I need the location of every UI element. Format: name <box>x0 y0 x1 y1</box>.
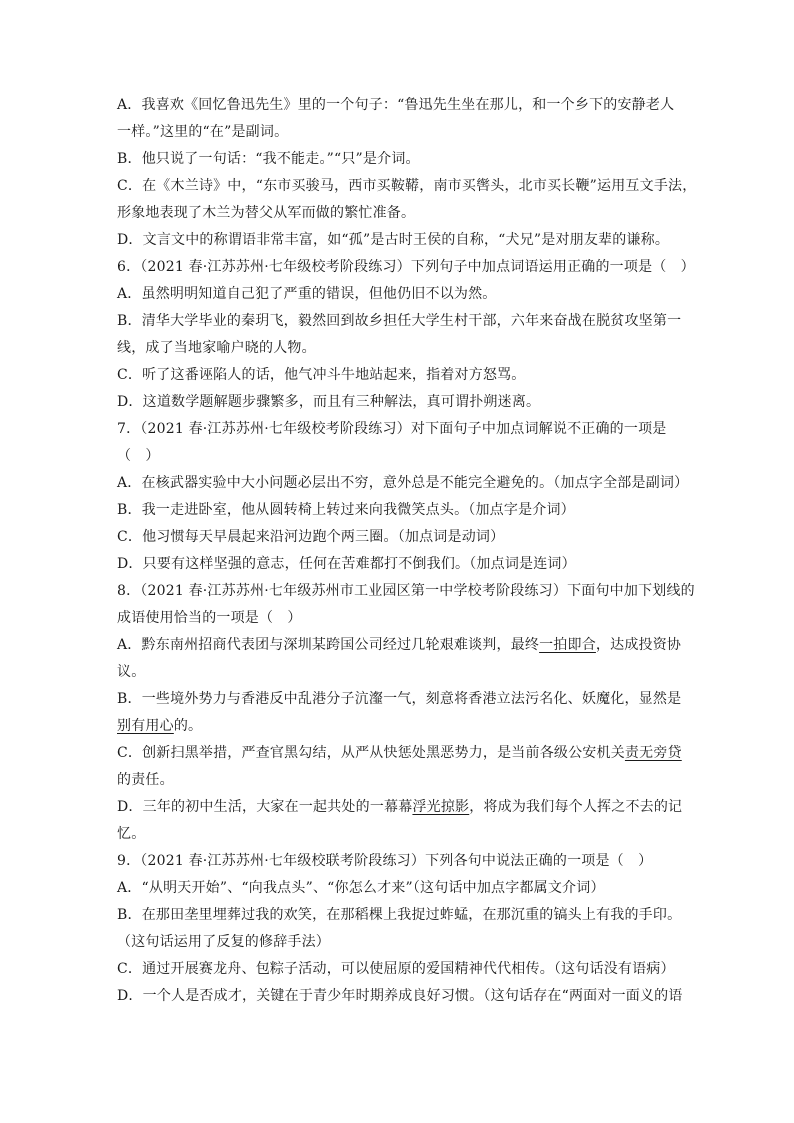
text-line: A．我喜欢《回忆鲁迅先生》里的一个句子：“鲁迅先生坐在那儿，和一个乡下的安静老人 <box>117 97 675 113</box>
text-line: 成语使用恰当的一项是（ ） <box>117 610 302 626</box>
option-8c-line <box>117 740 682 767</box>
text-line: （ ） <box>117 448 160 464</box>
option-8d-post: ，将成为我们每个人挥之不去的记 <box>469 799 683 815</box>
option-8b-post: 的。 <box>173 718 203 734</box>
option-8a-pre: A．黔东南州招商代表团与深圳某跨国公司经过几轮艰难谈判，最终 <box>117 637 540 653</box>
text-line: A．“从明天开始”、“向我点头”、“你怎么才来”（这句话中加点字都属文介词） <box>117 880 605 896</box>
text-line: D．只要有这样坚强的意志，任何在苦难都打不倒我们。（加点词是连词） <box>117 556 576 572</box>
underlined-idiom: 别有用心 <box>117 718 174 734</box>
text-line: D．这道数学题解题步骤繁多，而且有三种解法，真可谓扑朔迷离。 <box>117 394 541 410</box>
text-line: （这句话运用了反复的修辞手法） <box>117 934 330 950</box>
option-8b-line: B．一些境外势力与香港反中乱港分子沆瀣一气，刻意将香港立法污名化、妖魔化，显然是 <box>117 691 682 707</box>
exam-page <box>117 92 697 1010</box>
question-7-stem: 7．（2021 春·江苏苏州·七年级校考阶段练习）对下面句子中加点词解说不正确的一项是 <box>117 421 667 437</box>
option-8a-post: ，达成投资协 <box>595 637 682 653</box>
text-line: A．在核武器实验中大小问题必层出不穷，意外总是不能完全避免的。（加点字全部是副词） <box>117 475 689 491</box>
text-line: A．虽然明明知道自己犯了严重的错误，但他仍旧不以为然。 <box>117 286 497 302</box>
text-line: C．在《木兰诗》中，“东市买骏马，西市买鞍鞯，南市买辔头，北市买长鞭”运用互文手法， <box>117 178 697 194</box>
text-line: C．他习惯每天早晨起来沿河边跑个两三圈。（加点词是动词） <box>117 529 505 545</box>
option-8d-line <box>117 794 683 821</box>
text-line: D．一个人是否成才，关键在于青少年时期养成良好习惯。（这句话存在“两面对一面义的语 <box>117 988 683 1004</box>
text-line: B．清华大学毕业的秦玥飞，毅然回到故乡担任大学生村干部，六年来奋战在脱贫攻坚第一 <box>117 313 682 329</box>
option-8a-cont: 议。 <box>117 664 146 680</box>
question-6-stem: 6．（2021 春·江苏苏州·七年级校考阶段练习）下列句子中加点词语运用正确的一项是（ ） <box>117 259 695 275</box>
option-8d-pre: D．三年的初中生活，大家在一起共处的一幕幕 <box>117 799 413 815</box>
underlined-idiom: 一拍即合 <box>539 637 596 653</box>
text-line: B．他只说了一句话：“我不能走。”“只”是介词。 <box>117 151 420 167</box>
text-line: B．在那田垄里埋葬过我的欢笑，在那稻棵上我捉过蚱蜢，在那沉重的镐头上有我的手印。 <box>117 907 682 923</box>
option-8d-cont: 忆。 <box>117 826 146 842</box>
question-8-stem: 8．（2021 春·江苏苏州·七年级苏州市工业园区第一中学校考阶段练习）下面句中加下划线的 <box>117 583 695 599</box>
option-8c-cont: 的责任。 <box>117 772 174 788</box>
text-line: 形象地表现了木兰为替父从军而做的繁忙准备。 <box>117 205 416 221</box>
option-8a-line <box>117 632 682 659</box>
option-8c-pre: C．创新扫黑举措，严查官黑勾结，从严从快惩处黑恶势力，是当前各级公安机关 <box>117 745 625 761</box>
underlined-idiom: 责无旁贷 <box>624 745 682 761</box>
text-line: 一样。”这里的“在”是副词。 <box>117 124 289 140</box>
text-line: D．文言文中的称谓语非常丰富，如“孤”是古时王侯的自称，“犬兄”是对朋友辈的谦称。 <box>117 232 670 248</box>
text-line: C．通过开展赛龙舟、包粽子活动，可以使屈原的爱国精神代代相传。（这句话没有语病） <box>117 961 675 977</box>
text-line: C．听了这番诬陷人的话，他气冲斗牛地站起来，指着对方怒骂。 <box>117 367 526 383</box>
question-9-stem: 9．（2021 春·江苏苏州·七年级校联考阶段练习）下列各句中说法正确的一项是（ ） <box>117 853 653 869</box>
option-8b-cont <box>117 713 679 740</box>
text-line: B．我一走进卧室，他从圆转椅上转过来向我微笑点头。（加点字是介词） <box>117 502 575 518</box>
text-line: 线，成了当地家喻户晓的人物。 <box>117 340 316 356</box>
underlined-idiom: 浮光掠影 <box>412 799 470 815</box>
